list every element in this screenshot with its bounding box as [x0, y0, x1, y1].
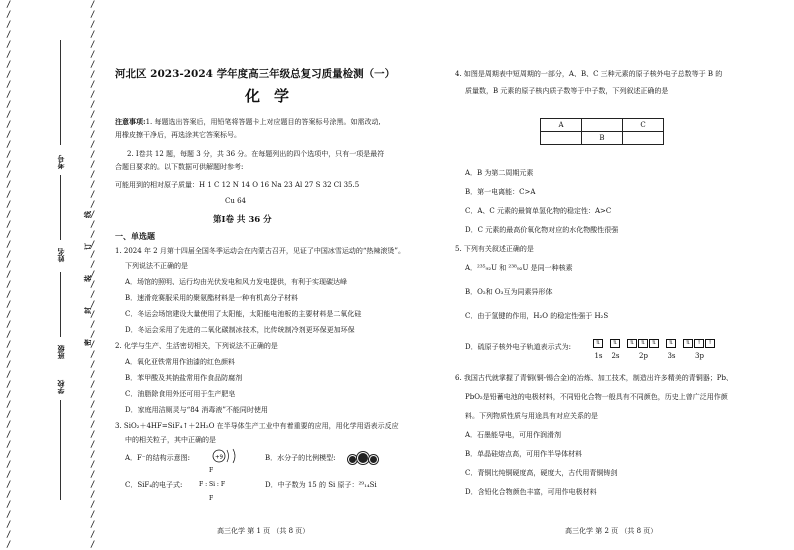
q5-stem: 5. 下列有关叙述正确的是 [455, 245, 534, 253]
q6-option-d: D．含铅化合物颜色丰富，可用作电极材料 [465, 488, 597, 496]
svg-text:+9: +9 [214, 454, 224, 461]
q1-stem-a: 1. 2024 年 2 月第十四届全国冬季运动会在内蒙古召开，见证了中国冰雪运动的“热辣滚烫”。 [115, 247, 406, 255]
q6-option-c: C．青铜比纯铜硬度高，硬度大，古代用青铜铸剑 [465, 469, 618, 477]
exam-number-label: 考号 [57, 155, 65, 169]
seal-char-secret: 密 [84, 339, 92, 346]
table-cell [582, 119, 623, 132]
sif4-electron-formula [197, 464, 227, 504]
table-cell [541, 132, 582, 145]
orbital-2p: ⇅ ⇅ ⇅ 2p [627, 336, 660, 362]
school-line [60, 400, 61, 500]
class-line [60, 272, 61, 337]
periodic-table-fragment [540, 118, 664, 145]
page-2 [455, 0, 760, 550]
q5-option-d: D．硫原子核外电子轨道表示式为: [465, 343, 571, 351]
q5-option-b: B．O₂和 O₃互为同素异形体 [465, 288, 553, 296]
notice-2b: 合题目要求的。以下数据可供解题时参考: [115, 163, 244, 171]
seal-char-line: 线 [84, 211, 92, 218]
q5-option-a: A．²³⁵₉₂U 和 ²³⁸₉₂U 是同一种核素 [465, 264, 573, 272]
q1-stem-b: 下列说法不正确的是 [125, 262, 188, 270]
q4-stem-b: 质量数，B 元素的原子核内质子数等于中子数，下列叙述正确的是 [465, 87, 669, 95]
hydrogen-atom [369, 455, 378, 464]
atomic-mass-cu: Cu 64 [225, 197, 246, 205]
water-model-diagram [348, 452, 378, 468]
q3-option-b: B．水分子的比例模型: [265, 454, 336, 462]
q4-stem-a: 4. 如图是周期表中短周期的一部分，A、B、C 三种元素的原子核外电子总数等于 B 的 [455, 70, 723, 78]
q6-option-b: B．单晶硅熔点高，可用作半导体材料 [465, 450, 583, 458]
q6-option-a: A．石墨能导电，可用作润滑剂 [465, 431, 562, 439]
notice-label: 注意事项: [115, 117, 146, 126]
exam-title: 河北区 2023-2024 学年度高三年级总复习质量检测（一） [115, 68, 396, 80]
exam-number-line [60, 40, 61, 145]
orbital-1s: ⇅ 1s [594, 340, 603, 360]
notice-1a: 注意事项:1. 每题选出答案后，用铅笔将答题卡上对应题目的答案标号涂黑。如需改动, [115, 117, 381, 126]
page-2-footer: 高三化学 第 2 页 （共 8 页） [565, 527, 658, 535]
q6-stem-c: 料。下列物质性质与用途具有对应关系的是 [465, 412, 598, 420]
q6-stem-b: PbO₂是铅蓄电池的电极材料，不同铅化合物一般具有不同颜色，历史上曾广泛用作颜 [465, 393, 728, 401]
q4-option-b: B．第一电离能：C>A [465, 188, 536, 196]
fluoride-structure-diagram [212, 447, 242, 465]
table-cell: A [541, 119, 582, 132]
notice-2a: 2. Ⅰ卷共 12 题，每题 3 分，共 36 分。在每题列出的四个选项中，只有一项是最符 [127, 150, 385, 158]
q4-option-c: C．A、C 元素的最简单氢化物的稳定性：A>C [465, 207, 612, 215]
seal-char-seal: 封 [84, 307, 92, 314]
q3-stem-b: 中的相关粒子，其中正确的是 [125, 436, 216, 444]
svg-text:F: F [209, 495, 214, 502]
q2-option-d: D．家庭用洁厕灵与“84 消毒液”不能同时使用 [125, 406, 268, 414]
svg-text:F : Si : F: F : Si : F [199, 481, 226, 488]
class-label: 班级 [57, 345, 65, 359]
seal-char-order: 订 [84, 243, 92, 250]
section-title: 一、单选题 [115, 231, 155, 241]
school-label: 学校 [57, 380, 65, 394]
q3-option-c: C．SiF₄的电子式: [125, 481, 183, 489]
notice-1b: 用橡皮擦干净后，再选涂其它答案标号。 [115, 131, 241, 139]
q2-stem: 2. 化学与生产、生活密切相关，下列说法不正确的是 [115, 342, 278, 350]
name-line [60, 175, 61, 240]
orbital-2s: ⇅ 2s [611, 340, 620, 360]
q1-option-b: B．速滑竞赛服采用的聚氨酯材料是一种有机高分子材料 [125, 294, 299, 302]
orbital-3s: ⇅ 3s [667, 340, 676, 360]
q5-option-c: C．由于氢键的作用，H₂O 的稳定性强于 H₂S [465, 312, 609, 320]
binding-strip [0, 0, 100, 550]
table-cell [623, 132, 664, 145]
oxygen-atom [357, 452, 369, 464]
subject-title: 化学 [245, 87, 304, 105]
svg-text:F: F [209, 467, 214, 474]
part-title: 第Ⅰ卷 共 36 分 [213, 215, 272, 225]
table-cell: B [582, 132, 623, 145]
page-1-footer: 高三化学 第 1 页 （共 8 页） [217, 527, 310, 535]
atomic-mass-line: 可能用到的相对原子质量：H 1 C 12 N 14 O 16 Na 23 Al 27 S 32 Cl 35.5 [115, 181, 360, 189]
slash-border-inner: / / / / / / / / / / / / / / / / / / / / / / / / / / / / / / / / / / / / / / / / / / / / / / / / / / / / / / / [90, 0, 96, 550]
hydrogen-atom [348, 455, 357, 464]
q1-option-d: D．冬运会采用了先进的二氧化碳制冰技术，比传统制冷剂更环保更加环保 [125, 326, 355, 334]
q2-option-a: A．氧化亚铁常用作油漆的红色颜料 [125, 358, 236, 366]
q1-option-c: C．冬运会场馆建设大量使用了太阳能，太阳能电池板的主要材料是二氧化硅 [125, 310, 362, 318]
q2-option-c: C．油脂除食用外还可用于生产肥皂 [125, 390, 236, 398]
q3-stem-a: 3. SiO₂＋4HF=SiF₄↑＋2H₂O 在半导体生产工业中有着重要的应用，用化学用语表示反应 [115, 422, 399, 430]
q2-option-b: B．苯甲酸及其钠盐常用作食品防腐剂 [125, 374, 243, 382]
q6-stem-a: 6. 我国古代就掌握了青铜(铜-锡合金)的冶炼、加工技术，制造出许多精美的青铜器；Pb、 [455, 374, 733, 382]
q3-option-d: D．中子数为 15 的 Si 原子：²⁹₁₄Si [265, 481, 377, 489]
page-1 [115, 0, 405, 550]
orbital-diagram [593, 336, 722, 362]
name-label: 姓名 [57, 248, 65, 262]
seal-char-bind: 装 [84, 275, 92, 282]
orbital-3p: ⇅ ↑ ↑ 3p [683, 336, 716, 362]
q4-option-a: A．B 为第二周期元素 [465, 169, 534, 177]
q3-option-a: A．F⁻的结构示意图: [125, 454, 190, 462]
q4-option-d: D．C 元素的最高价氧化物对应的水化物酸性很强 [465, 226, 619, 234]
q1-option-a: A．场馆的照明、运行均由光伏发电和风力发电提供，有利于实现碳达峰 [125, 278, 348, 286]
slash-border: / / / / / / / / / / / / / / / / / / / / / / / / / / / / / / / / / / / / / / / / / / / / / / / / / / / / / / / [6, 0, 12, 550]
table-cell: C [623, 119, 664, 132]
